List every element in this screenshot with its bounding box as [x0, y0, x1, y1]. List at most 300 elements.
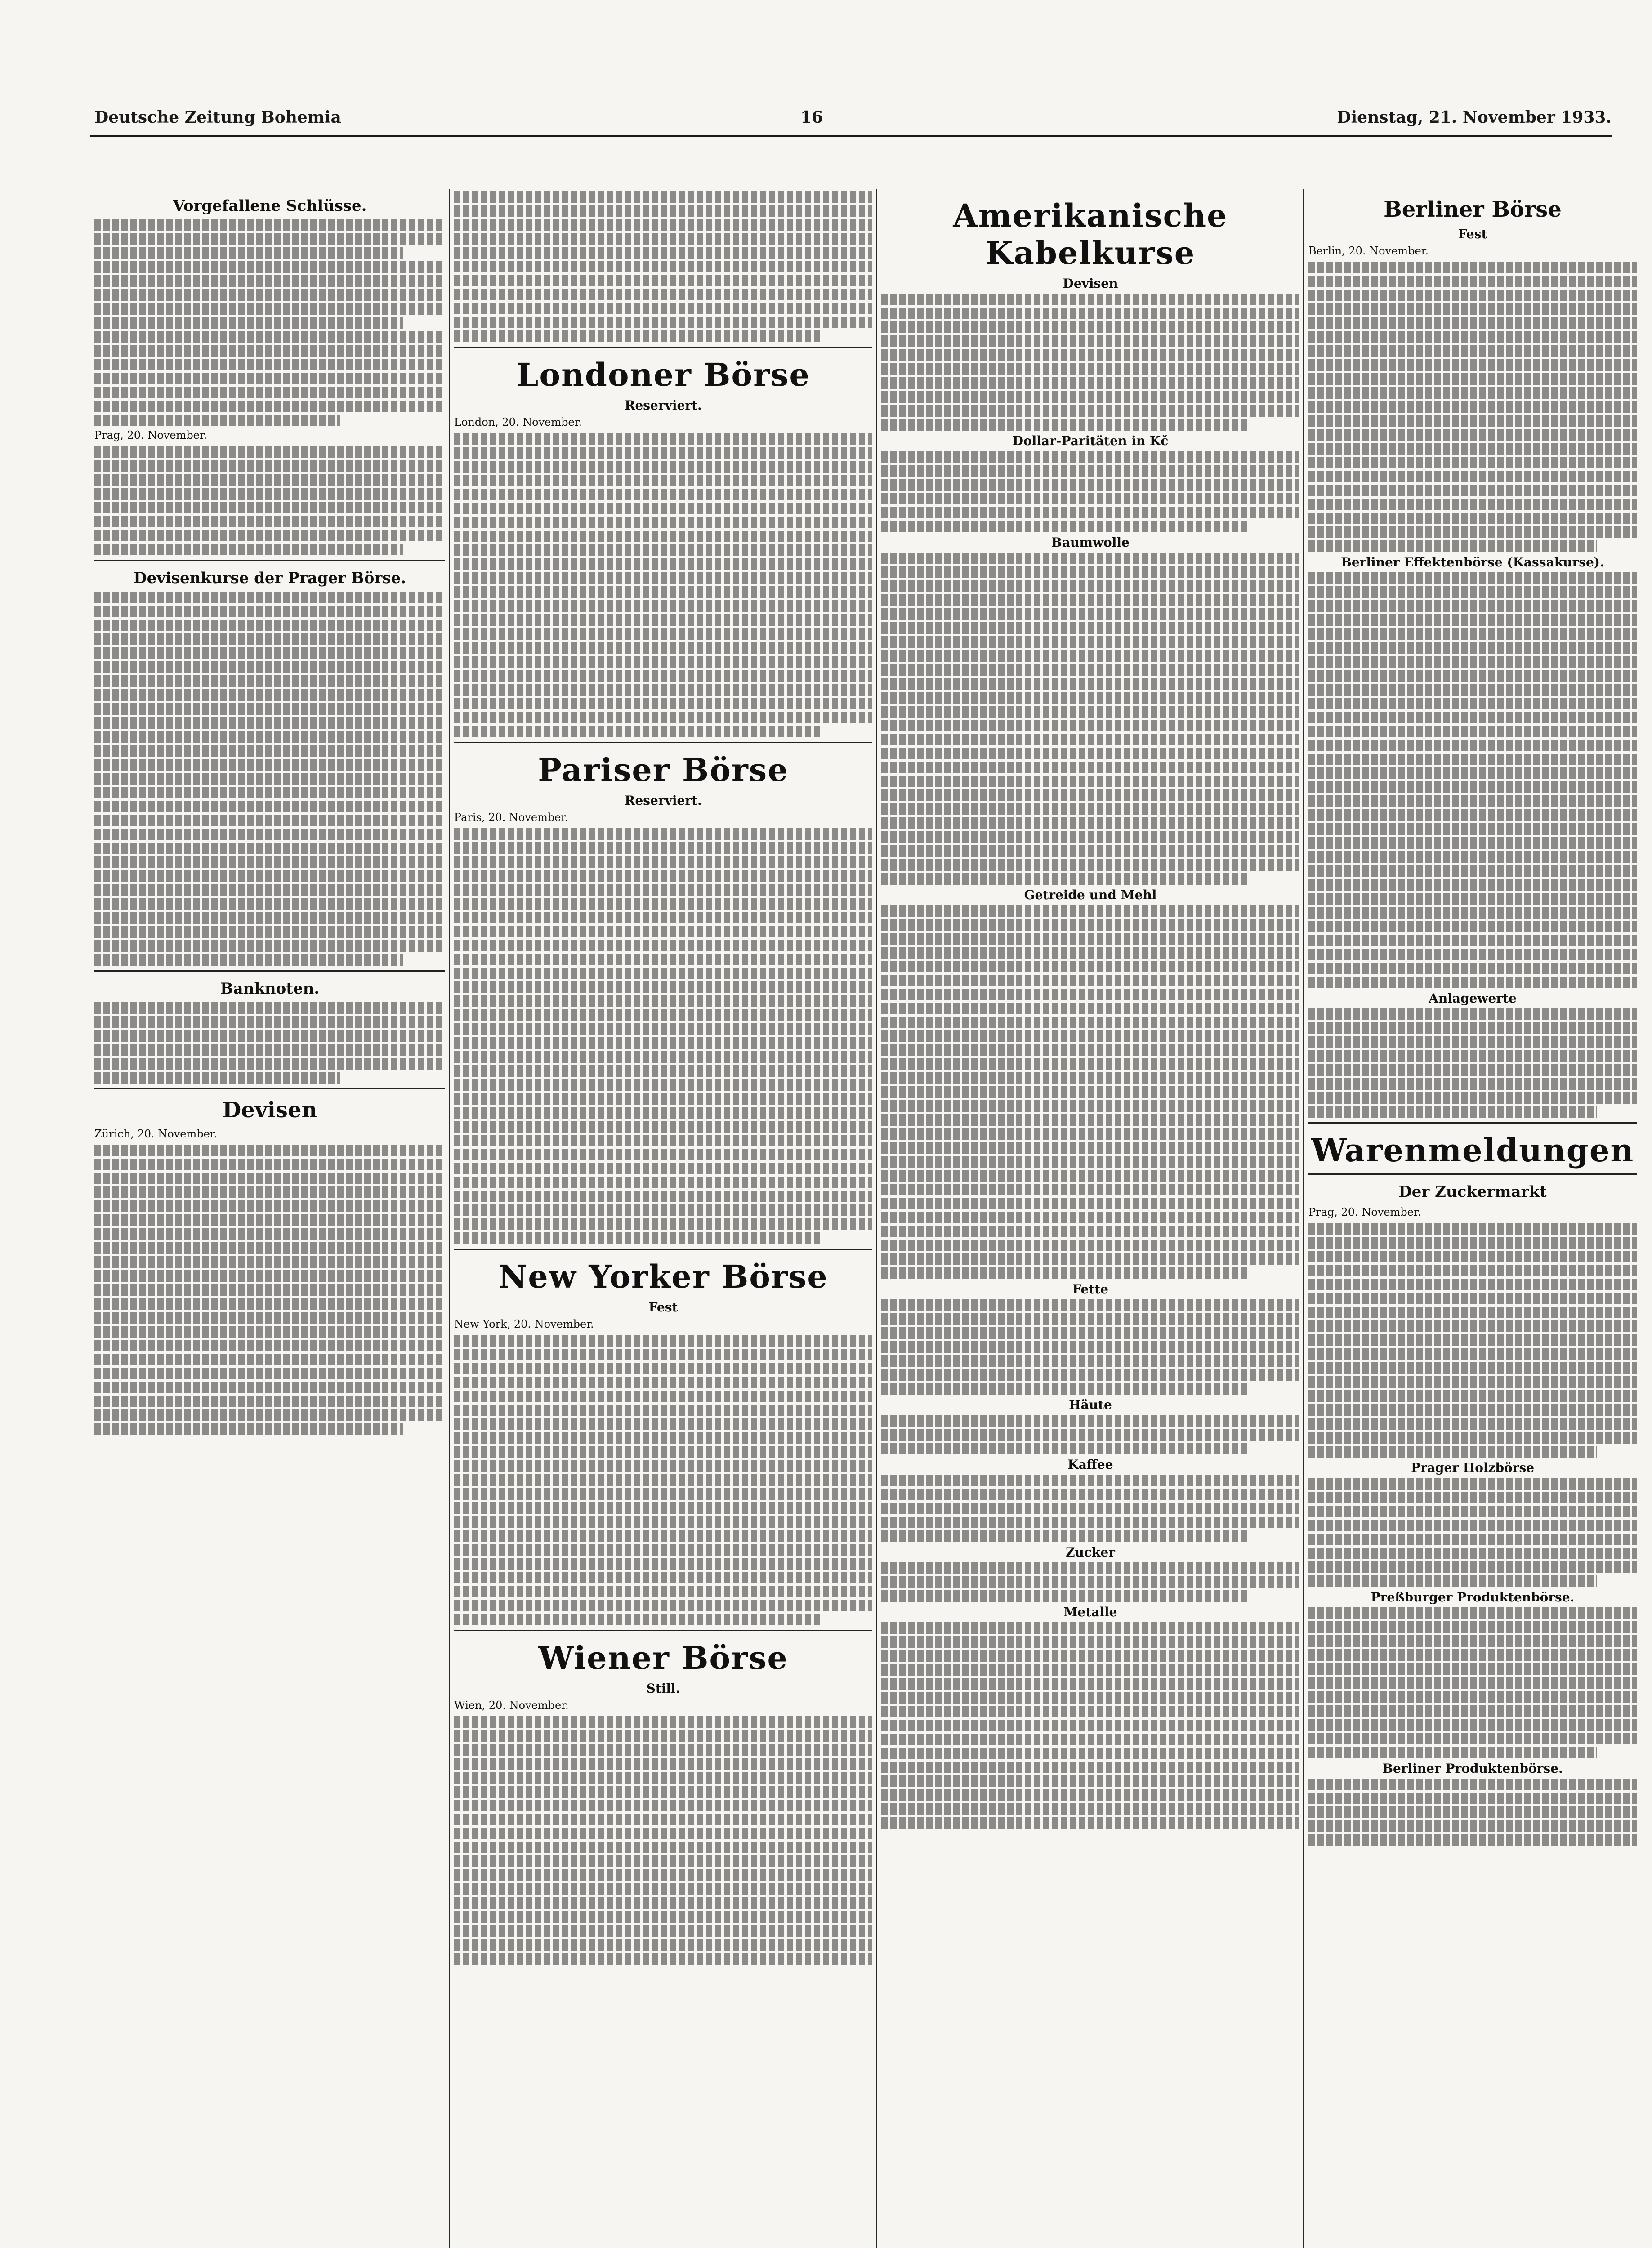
- illegible-text-line: [94, 1256, 445, 1268]
- illegible-text-line: [881, 1030, 1299, 1042]
- illegible-text-line: [94, 926, 445, 938]
- section-subtitle: Fest: [1458, 227, 1487, 241]
- illegible-text-line: [454, 600, 872, 612]
- section-subtitle: Reserviert.: [625, 793, 702, 808]
- illegible-text-line: [1308, 471, 1637, 482]
- illegible-text-line: [881, 1044, 1299, 1056]
- illegible-text-line: [1308, 1649, 1637, 1661]
- section-title: Devisen: [222, 1097, 317, 1123]
- illegible-text-line: [454, 884, 872, 896]
- illegible-text-line: [881, 720, 1299, 731]
- illegible-text-line: [1308, 1607, 1637, 1619]
- illegible-text-line: [1308, 1548, 1637, 1559]
- header-page-number: 16: [800, 108, 823, 127]
- illegible-text-line: [1308, 670, 1637, 682]
- section-subtitle: Still.: [646, 1681, 680, 1696]
- column-2: [454, 189, 872, 2248]
- illegible-text-line: [454, 968, 872, 979]
- illegible-text-line: [881, 1489, 1299, 1500]
- illegible-text-line: [1308, 1834, 1637, 1846]
- paragraph-lead: Zürich, 20. November.: [94, 1128, 218, 1140]
- illegible-text-line: [454, 1191, 872, 1202]
- illegible-text-line: [1308, 1705, 1637, 1717]
- column-rule: [1303, 189, 1304, 2248]
- illegible-text-line: [1308, 499, 1637, 510]
- illegible-text-line: [94, 233, 445, 245]
- illegible-text-line: [454, 1051, 872, 1063]
- illegible-text-line: [881, 1590, 1249, 1602]
- illegible-text-line: [454, 205, 872, 217]
- illegible-text-line: [94, 1016, 445, 1028]
- illegible-text-line: [1308, 809, 1637, 821]
- illegible-text-line: [1308, 262, 1637, 273]
- illegible-text-line: [1308, 893, 1637, 905]
- illegible-text-line: [881, 975, 1299, 986]
- illegible-text-line: [94, 544, 403, 555]
- illegible-text-line: [94, 592, 445, 603]
- illegible-text-line: [94, 633, 445, 645]
- section-subtitle: Baumwolle: [1051, 535, 1130, 550]
- section-subtitle: Devisen: [1063, 276, 1118, 291]
- illegible-text-line: [454, 940, 872, 951]
- illegible-text-line: [881, 1313, 1299, 1325]
- illegible-text-line: [1308, 1362, 1637, 1374]
- illegible-text-line: [454, 572, 872, 584]
- illegible-text-line: [94, 1145, 445, 1156]
- illegible-text-line: [454, 586, 872, 598]
- illegible-text-line: [1308, 317, 1637, 329]
- illegible-text-line: [1308, 540, 1597, 552]
- illegible-text-line: [1308, 1418, 1637, 1430]
- section-title: Amerikanische Kabelkurse: [953, 197, 1228, 272]
- illegible-text-line: [881, 1267, 1249, 1279]
- section-title: Pariser Börse: [538, 751, 789, 789]
- illegible-text-line: [94, 275, 445, 287]
- section-title: Warenmeldungen: [1311, 1132, 1634, 1169]
- illegible-text-line: [1308, 879, 1637, 891]
- illegible-text-line: [94, 373, 445, 384]
- illegible-text-line: [454, 1800, 872, 1811]
- section-divider: [454, 742, 872, 743]
- illegible-text-line: [454, 1037, 872, 1049]
- illegible-text-line: [1308, 907, 1637, 919]
- paragraph-lead: London, 20. November.: [454, 416, 582, 428]
- illegible-text-line: [454, 1716, 872, 1728]
- illegible-text-line: [881, 1226, 1299, 1237]
- illegible-text-line: [94, 1298, 445, 1310]
- illegible-text-line: [94, 954, 403, 966]
- illegible-text-line: [881, 308, 1299, 319]
- section-title: Devisenkurse der Prager Börse.: [134, 569, 406, 587]
- illegible-text-line: [454, 1009, 872, 1021]
- illegible-text-line: [454, 275, 872, 286]
- illegible-text-line: [1308, 485, 1637, 496]
- illegible-text-line: [1308, 642, 1637, 654]
- illegible-text-line: [1308, 1064, 1637, 1076]
- illegible-text-line: [1308, 1223, 1637, 1235]
- illegible-text-line: [94, 1382, 445, 1393]
- illegible-text-line: [454, 544, 872, 556]
- section-subtitle: Prager Holzbörse: [1411, 1460, 1535, 1475]
- illegible-text-line: [454, 684, 872, 696]
- illegible-text-line: [94, 1242, 445, 1254]
- illegible-text-line: [94, 745, 445, 757]
- illegible-text-line: [454, 1842, 872, 1853]
- illegible-text-line: [881, 1562, 1299, 1574]
- column-4: [1308, 189, 1637, 2248]
- illegible-text-line: [881, 1622, 1299, 1634]
- illegible-text-line: [454, 558, 872, 570]
- illegible-text-line: [881, 1156, 1299, 1168]
- illegible-text-line: [454, 261, 872, 272]
- illegible-text-line: [881, 451, 1299, 463]
- illegible-text-line: [881, 1678, 1299, 1690]
- illegible-text-line: [454, 726, 822, 737]
- section-subtitle: Dollar-Paritäten in Kč: [1012, 433, 1169, 448]
- illegible-text-line: [881, 989, 1299, 1000]
- illegible-text-line: [881, 1240, 1299, 1251]
- illegible-text-line: [881, 622, 1299, 634]
- illegible-text-line: [454, 1460, 872, 1472]
- illegible-text-line: [881, 1803, 1299, 1815]
- illegible-text-line: [454, 1093, 872, 1105]
- illegible-text-line: [881, 521, 1249, 532]
- illegible-text-line: [1308, 712, 1637, 723]
- illegible-text-line: [1308, 1008, 1637, 1020]
- illegible-text-line: [881, 817, 1299, 829]
- illegible-text-line: [94, 1159, 445, 1170]
- illegible-text-line: [881, 1636, 1299, 1648]
- illegible-text-line: [881, 566, 1299, 578]
- illegible-text-line: [454, 828, 872, 840]
- section-title: Der Zuckermarkt: [1398, 1183, 1547, 1201]
- illegible-text-line: [881, 608, 1299, 620]
- illegible-text-line: [881, 1475, 1299, 1486]
- illegible-text-line: [94, 460, 445, 472]
- illegible-text-line: [94, 446, 445, 458]
- illegible-text-line: [454, 233, 872, 245]
- illegible-text-line: [454, 1530, 872, 1542]
- illegible-text-line: [454, 1121, 872, 1133]
- illegible-text-line: [94, 303, 445, 315]
- illegible-text-line: [881, 1415, 1299, 1427]
- illegible-text-line: [1308, 1022, 1637, 1034]
- illegible-text-line: [1308, 1806, 1637, 1818]
- illegible-text-line: [881, 1748, 1299, 1759]
- illegible-text-line: [454, 1730, 872, 1742]
- illegible-text-line: [881, 873, 1249, 885]
- illegible-text-line: [881, 479, 1299, 491]
- illegible-text-line: [1308, 1390, 1637, 1402]
- illegible-text-line: [881, 776, 1299, 787]
- illegible-text-line: [94, 759, 445, 771]
- illegible-text-line: [454, 856, 872, 868]
- illegible-text-line: [454, 1377, 872, 1388]
- section-divider: [94, 1088, 445, 1089]
- illegible-text-line: [94, 884, 445, 896]
- illegible-text-line: [1308, 1492, 1637, 1503]
- illegible-text-line: [454, 475, 872, 486]
- illegible-text-line: [454, 489, 872, 500]
- illegible-text-line: [1308, 921, 1637, 932]
- illegible-text-line: [881, 692, 1299, 704]
- illegible-text-line: [1308, 977, 1637, 988]
- illegible-text-line: [94, 1044, 445, 1056]
- illegible-text-line: [881, 1503, 1299, 1514]
- illegible-text-line: [881, 1142, 1299, 1154]
- illegible-text-line: [881, 650, 1299, 662]
- illegible-text-line: [454, 1586, 872, 1597]
- illegible-text-line: [1308, 1432, 1637, 1444]
- illegible-text-line: [1308, 823, 1637, 835]
- illegible-text-line: [1308, 1036, 1637, 1048]
- illegible-text-line: [881, 1341, 1299, 1353]
- illegible-text-line: [454, 1911, 872, 1923]
- illegible-text-line: [881, 1692, 1299, 1704]
- illegible-text-line: [454, 698, 872, 709]
- illegible-text-line: [881, 294, 1299, 305]
- illegible-text-line: [881, 580, 1299, 592]
- illegible-text-line: [1308, 963, 1637, 974]
- illegible-text-line: [1308, 1506, 1637, 1517]
- illegible-text-line: [454, 712, 872, 723]
- illegible-text-line: [881, 1576, 1299, 1588]
- illegible-text-line: [1308, 373, 1637, 385]
- illegible-text-line: [881, 1003, 1299, 1014]
- illegible-text-line: [454, 656, 872, 668]
- illegible-text-line: [94, 1186, 445, 1198]
- illegible-text-line: [881, 831, 1299, 843]
- illegible-text-line: [454, 1925, 872, 1937]
- illegible-text-line: [454, 317, 872, 328]
- paragraph-lead: New York, 20. November.: [454, 1318, 594, 1330]
- illegible-text-line: [94, 606, 445, 617]
- illegible-text-line: [454, 1446, 872, 1458]
- illegible-text-line: [1308, 1320, 1637, 1332]
- illegible-text-line: [94, 1030, 445, 1042]
- illegible-text-line: [881, 1100, 1299, 1112]
- section-title: Vorgefallene Schlüsse.: [173, 197, 367, 215]
- illegible-text-line: [881, 465, 1299, 477]
- illegible-text-line: [881, 1720, 1299, 1731]
- illegible-text-line: [1308, 656, 1637, 668]
- illegible-text-line: [454, 1474, 872, 1486]
- illegible-text-line: [94, 1312, 445, 1324]
- illegible-text-line: [1308, 359, 1637, 371]
- illegible-text-line: [881, 1817, 1299, 1829]
- illegible-text-line: [454, 1744, 872, 1756]
- illegible-text-line: [94, 1368, 445, 1379]
- illegible-text-line: [1308, 1293, 1637, 1304]
- illegible-text-line: [454, 1065, 872, 1077]
- illegible-text-line: [454, 1149, 872, 1160]
- illegible-text-line: [1308, 935, 1637, 946]
- illegible-text-line: [454, 1405, 872, 1416]
- illegible-text-line: [454, 1600, 872, 1611]
- illegible-text-line: [1308, 415, 1637, 427]
- illegible-text-line: [454, 289, 872, 300]
- illegible-text-line: [94, 731, 445, 743]
- illegible-text-line: [94, 345, 445, 357]
- illegible-text-line: [881, 803, 1299, 815]
- illegible-text-line: [94, 359, 445, 370]
- illegible-text-line: [881, 335, 1299, 347]
- illegible-text-line: [94, 1200, 445, 1212]
- section-subtitle: Anlagewerte: [1429, 991, 1517, 1006]
- illegible-text-line: [94, 502, 445, 513]
- illegible-text-line: [881, 493, 1299, 504]
- illegible-text-line: [1308, 1446, 1597, 1458]
- illegible-text-line: [94, 1409, 445, 1421]
- illegible-text-line: [881, 919, 1299, 931]
- illegible-text-line: [881, 1789, 1299, 1801]
- illegible-text-line: [94, 1354, 445, 1365]
- illegible-text-line: [1308, 949, 1637, 960]
- illegible-text-line: [454, 628, 872, 640]
- illegible-text-line: [1308, 457, 1637, 468]
- illegible-text-line: [94, 843, 445, 854]
- column-3: [881, 189, 1299, 2248]
- illegible-text-line: [881, 1170, 1299, 1182]
- illegible-text-line: [1308, 1334, 1637, 1346]
- illegible-text-line: [454, 1939, 872, 1951]
- illegible-text-line: [454, 1953, 872, 1965]
- section-title: New Yorker Börse: [498, 1258, 828, 1295]
- illegible-text-line: [94, 1072, 340, 1084]
- illegible-text-line: [1308, 1820, 1637, 1832]
- illegible-text-line: [454, 954, 872, 965]
- illegible-text-line: [454, 303, 872, 314]
- illegible-text-line: [94, 870, 445, 882]
- paragraph-lead: Paris, 20. November.: [454, 811, 568, 824]
- section-divider: [94, 970, 445, 972]
- illegible-text-line: [94, 1214, 445, 1226]
- illegible-text-line: [94, 1396, 445, 1407]
- illegible-text-line: [881, 391, 1299, 403]
- illegible-text-line: [454, 1079, 872, 1091]
- illegible-text-line: [94, 675, 445, 687]
- illegible-text-line: [881, 845, 1299, 857]
- illegible-text-line: [454, 1232, 822, 1244]
- illegible-text-line: [454, 1432, 872, 1444]
- illegible-text-line: [1308, 1561, 1637, 1573]
- illegible-text-line: [94, 689, 445, 701]
- illegible-text-line: [94, 703, 445, 715]
- illegible-text-line: [94, 474, 445, 486]
- illegible-text-line: [94, 401, 445, 412]
- illegible-text-line: [454, 1558, 872, 1570]
- illegible-text-line: [1308, 513, 1637, 524]
- illegible-text-line: [881, 1058, 1299, 1070]
- illegible-text-line: [94, 1002, 445, 1014]
- illegible-text-line: [1308, 387, 1637, 399]
- illegible-text-line: [454, 912, 872, 923]
- illegible-text-line: [1308, 1478, 1637, 1490]
- illegible-text-line: [881, 947, 1299, 959]
- illegible-text-line: [1308, 1635, 1637, 1647]
- illegible-text-line: [1308, 600, 1637, 612]
- illegible-text-line: [881, 1086, 1299, 1098]
- illegible-text-line: [1308, 1793, 1637, 1804]
- column-1: [94, 189, 445, 2248]
- illegible-text-line: [881, 1184, 1299, 1195]
- paragraph-lead: Prag, 20. November.: [1308, 1206, 1421, 1218]
- illegible-text-line: [454, 1107, 872, 1119]
- illegible-text-line: [94, 1284, 445, 1296]
- illegible-text-line: [94, 516, 445, 527]
- illegible-text-line: [94, 289, 445, 301]
- illegible-text-line: [1308, 767, 1637, 779]
- illegible-text-line: [94, 898, 445, 910]
- illegible-text-line: [454, 981, 872, 993]
- section-title: Londoner Börse: [516, 356, 810, 393]
- illegible-text-line: [454, 1883, 872, 1895]
- illegible-text-line: [881, 1327, 1299, 1339]
- illegible-text-line: [1308, 401, 1637, 413]
- illegible-text-line: [881, 349, 1299, 361]
- illegible-text-line: [881, 1530, 1249, 1542]
- illegible-text-line: [1308, 1404, 1637, 1416]
- illegible-text-line: [454, 1758, 872, 1770]
- illegible-text-line: [454, 503, 872, 514]
- illegible-text-line: [1308, 1733, 1637, 1744]
- section-subtitle: Zucker: [1066, 1545, 1115, 1560]
- illegible-text-line: [881, 377, 1299, 389]
- section-subtitle: Fest: [648, 1300, 678, 1315]
- illegible-text-line: [1308, 1251, 1637, 1262]
- illegible-text-line: [881, 1128, 1299, 1140]
- illegible-text-line: [454, 1516, 872, 1528]
- illegible-text-line: [1308, 754, 1637, 765]
- illegible-text-line: [881, 664, 1299, 676]
- illegible-text-line: [881, 1072, 1299, 1084]
- illegible-text-line: [94, 801, 445, 812]
- illegible-text-line: [454, 191, 872, 203]
- illegible-text-line: [94, 1173, 445, 1184]
- illegible-text-line: [1308, 1050, 1637, 1062]
- illegible-text-line: [454, 642, 872, 654]
- header-paper-name: Deutsche Zeitung Bohemia: [94, 108, 341, 127]
- illegible-text-line: [454, 898, 872, 910]
- illegible-text-line: [1308, 1376, 1637, 1388]
- illegible-text-line: [94, 787, 445, 798]
- illegible-text-line: [94, 387, 445, 398]
- section-subtitle: Fette: [1072, 1282, 1108, 1297]
- illegible-text-line: [94, 661, 445, 673]
- illegible-text-line: [454, 870, 872, 882]
- section-divider: [1308, 1122, 1637, 1124]
- illegible-text-line: [94, 829, 445, 840]
- illegible-text-line: [94, 940, 445, 952]
- illegible-text-line: [94, 773, 445, 785]
- illegible-text-line: [454, 1163, 872, 1174]
- section-divider: [454, 1630, 872, 1631]
- section-divider: [94, 560, 445, 561]
- section-subtitle: Berliner Produktenbörse.: [1382, 1761, 1563, 1776]
- illegible-text-line: [1308, 1677, 1637, 1689]
- illegible-text-line: [1308, 1719, 1637, 1731]
- illegible-text-line: [94, 530, 445, 541]
- illegible-text-line: [94, 415, 340, 426]
- illegible-text-line: [881, 933, 1299, 945]
- illegible-text-line: [94, 247, 403, 259]
- section-subtitle: Berliner Effektenbörse (Kassakurse).: [1341, 555, 1604, 570]
- section-title: Wiener Börse: [538, 1639, 788, 1677]
- illegible-text-line: [454, 1023, 872, 1035]
- section-subtitle: Getreide und Mehl: [1024, 888, 1157, 902]
- illegible-text-line: [881, 789, 1299, 801]
- section-divider: [454, 347, 872, 348]
